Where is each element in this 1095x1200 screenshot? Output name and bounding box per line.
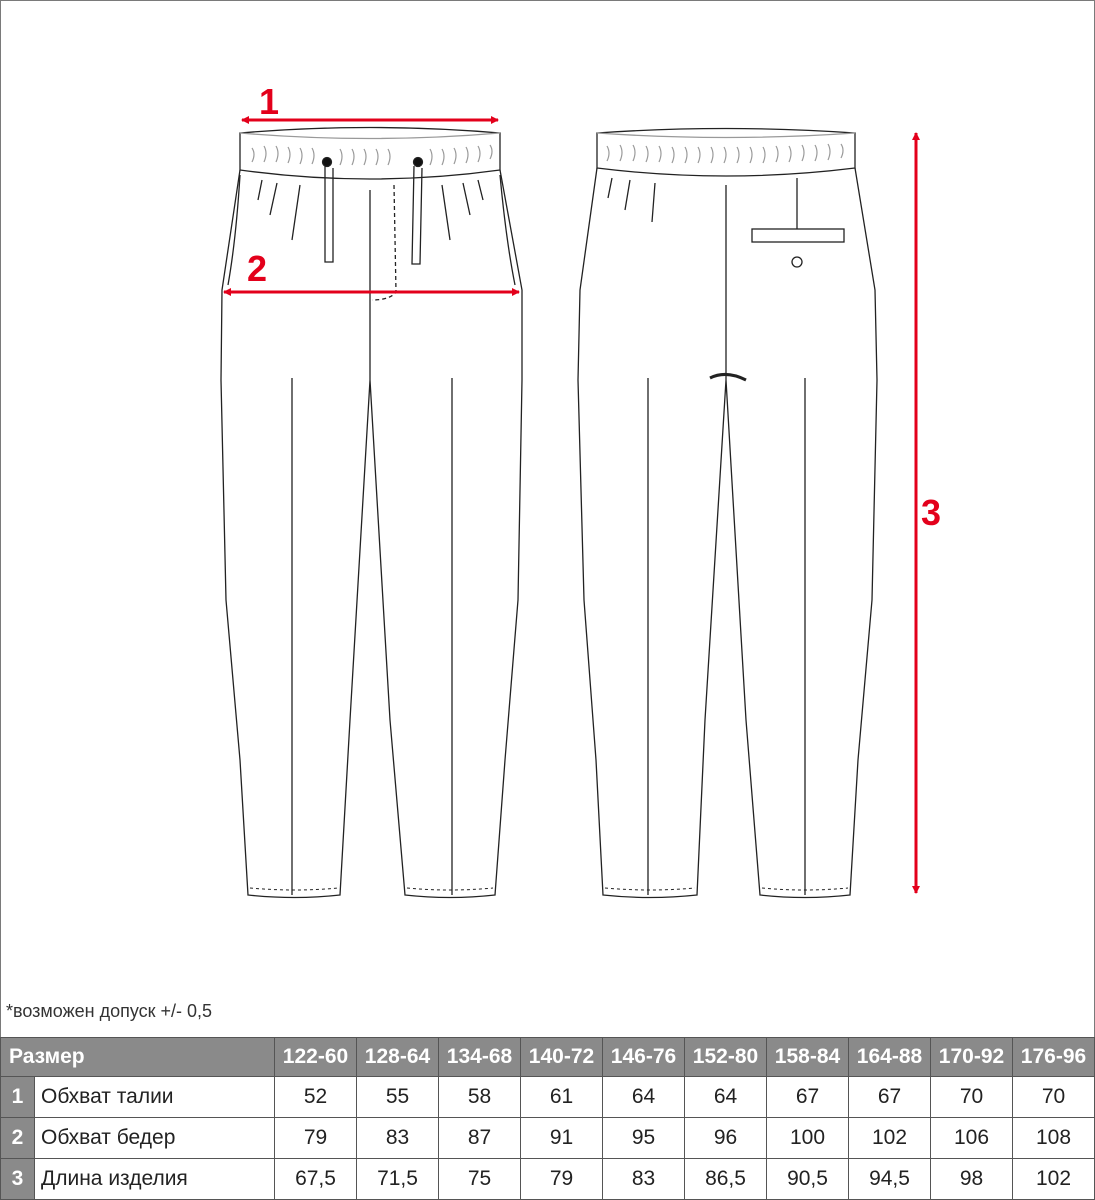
table-cell: 83: [603, 1159, 685, 1200]
table-row-hips: [1, 1118, 1095, 1159]
table-cell: 64: [603, 1077, 685, 1118]
table-cell: 98: [931, 1159, 1013, 1200]
table-cell: 94,5: [849, 1159, 931, 1200]
table-row-waist: [1, 1077, 1095, 1118]
table-cell: 108: [1013, 1118, 1095, 1159]
table-cell: 58: [439, 1077, 521, 1118]
size-column-header: 152-80: [685, 1038, 767, 1077]
waist-marker-label: 1: [259, 81, 280, 122]
table-cell: 55: [357, 1077, 439, 1118]
table-cell: 90,5: [767, 1159, 849, 1200]
row-index: 2: [1, 1118, 35, 1159]
row-index: 3: [1, 1159, 35, 1200]
table-cell: 70: [931, 1077, 1013, 1118]
size-column-header: 146-76: [603, 1038, 685, 1077]
table-cell: 87: [439, 1118, 521, 1159]
table-cell: 67: [849, 1077, 931, 1118]
size-column-header: 134-68: [439, 1038, 521, 1077]
size-column-header: 158-84: [767, 1038, 849, 1077]
table-cell: 95: [603, 1118, 685, 1159]
size-column-header: 164-88: [849, 1038, 931, 1077]
table-cell: 52: [275, 1077, 357, 1118]
size-header-row: [1, 1038, 1095, 1077]
row-label: Обхват бедер: [35, 1118, 275, 1159]
table-cell: 106: [931, 1118, 1013, 1159]
table-cell: 64: [685, 1077, 767, 1118]
table-cell: 91: [521, 1118, 603, 1159]
table-cell: 79: [275, 1118, 357, 1159]
table-cell: 96: [685, 1118, 767, 1159]
size-column-header: 128-64: [357, 1038, 439, 1077]
table-cell: 79: [521, 1159, 603, 1200]
size-header-label: Размер: [1, 1038, 275, 1077]
row-index: 1: [1, 1077, 35, 1118]
tolerance-note: *возможен допуск +/- 0,5: [6, 1001, 213, 1021]
size-column-header: 140-72: [521, 1038, 603, 1077]
table-cell: 102: [849, 1118, 931, 1159]
length-marker-label: 3: [921, 492, 942, 533]
row-label: Длина изделия: [35, 1159, 275, 1200]
hips-marker-label: 2: [247, 248, 268, 289]
front-view-pants: [221, 128, 522, 898]
size-column-header: 170-92: [931, 1038, 1013, 1077]
table-cell: 67,5: [275, 1159, 357, 1200]
table-cell: 100: [767, 1118, 849, 1159]
size-table: [0, 1037, 1095, 1200]
size-column-header: 122-60: [275, 1038, 357, 1077]
table-cell: 86,5: [685, 1159, 767, 1200]
row-label: Обхват талии: [35, 1077, 275, 1118]
table-cell: 83: [357, 1118, 439, 1159]
table-row-length: [1, 1159, 1095, 1200]
back-view-pants: [578, 129, 877, 898]
size-column-header: 176-96: [1013, 1038, 1095, 1077]
table-cell: 61: [521, 1077, 603, 1118]
table-cell: 102: [1013, 1159, 1095, 1200]
table-cell: 71,5: [357, 1159, 439, 1200]
table-cell: 67: [767, 1077, 849, 1118]
table-cell: 70: [1013, 1077, 1095, 1118]
table-cell: 75: [439, 1159, 521, 1200]
